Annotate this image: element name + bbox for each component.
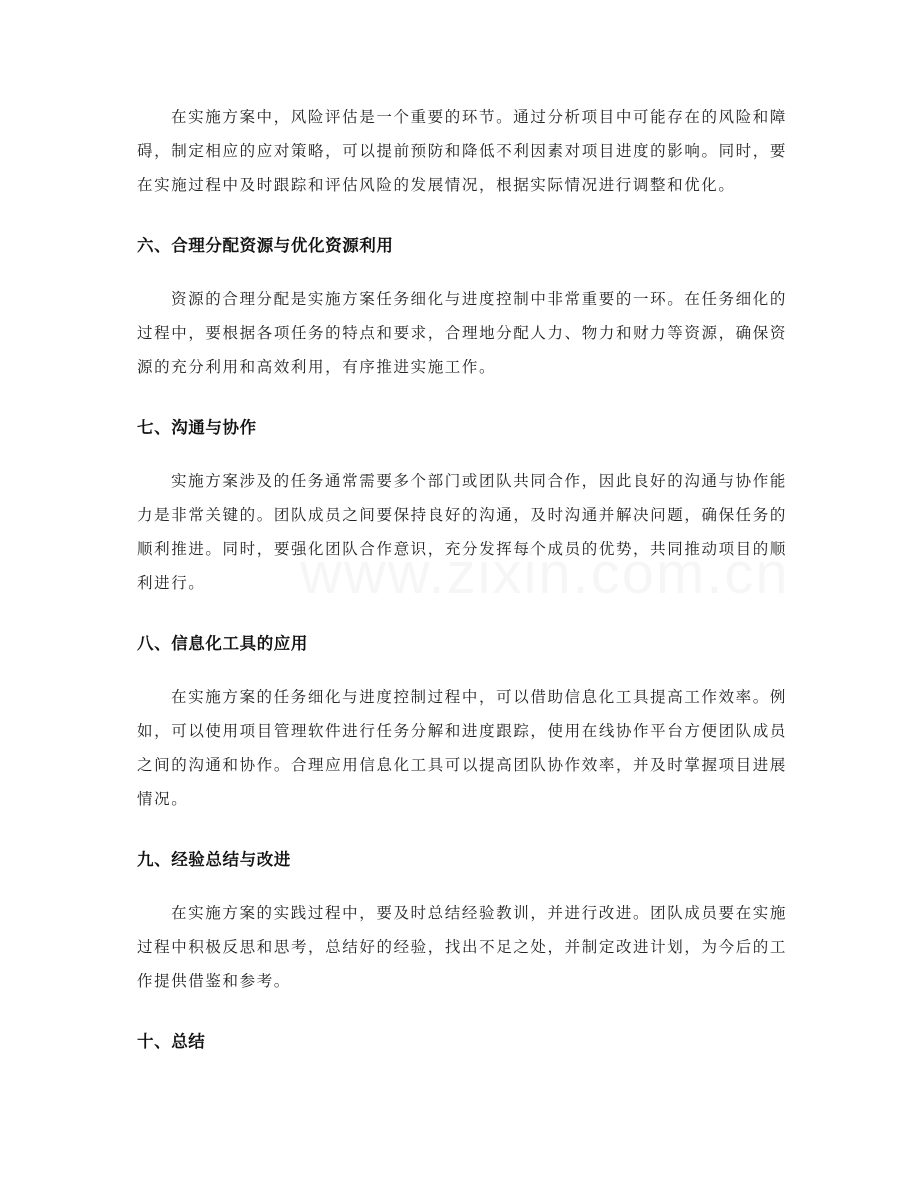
spacer (137, 661, 787, 680)
spacer (137, 600, 787, 627)
heading-section-8: 八、信息化工具的应用 (137, 634, 308, 653)
spacer (137, 202, 787, 229)
spacer (137, 998, 787, 1025)
paragraph-section-6: 资源的合理分配是实施方案任务细化与进度控制中非常重要的一环。在任务细化的过程中，要根据各项任务的特点和要求，合理地分配人力、物力和财力等资源，确保资源的充分利用和高效利用，有序推进实施工作。 (137, 290, 787, 376)
spacer (137, 816, 787, 843)
paragraph-section-7: 实施方案涉及的任务通常需要多个部门或团队共同合作，因此良好的沟通与协作能力是非常关键的。团队成员之间要保持良好的沟通，及时沟通并解决问题，确保任务的顺利推进。同时，要强化团队合作意识，充分发挥每个成员的优势，共同推动项目的顺利进行。 (137, 472, 787, 592)
document-body (137, 100, 787, 1059)
paragraph-risk-assessment: 在实施方案中，风险评估是一个重要的环节。通过分析项目中可能存在的风险和障碍，制定相应的应对策略，可以提前预防和降低不利因素对项目进度的影响。同时，要在实施过程中及时跟踪和评估风险的发展情况，根据实际情况进行调整和优化。 (137, 108, 787, 194)
paragraph-section-9: 在实施方案的实践过程中，要及时总结经验教训，并进行改进。团队成员要在实施过程中积极反思和思考，总结好的经验，找出不足之处，并制定改进计划，为今后的工作提供借鉴和参考。 (137, 904, 787, 990)
heading-section-6: 六、合理分配资源与优化资源利用 (137, 236, 394, 255)
spacer (137, 263, 787, 282)
heading-section-10: 十、总结 (137, 1032, 206, 1051)
heading-section-9: 九、经验总结与改进 (137, 850, 291, 869)
paragraph-section-8: 在实施方案的任务细化与进度控制过程中，可以借助信息化工具提高工作效率。例如，可以使用项目管理软件进行任务分解和进度跟踪，使用在线协作平台方便团队成员之间的沟通和协作。合理应用信息化工具可以提高团队协作效率，并及时掌握项目进展情况。 (137, 688, 787, 808)
spacer (137, 877, 787, 896)
heading-section-7: 七、沟通与协作 (137, 418, 257, 437)
spacer (137, 384, 787, 411)
spacer (137, 445, 787, 464)
